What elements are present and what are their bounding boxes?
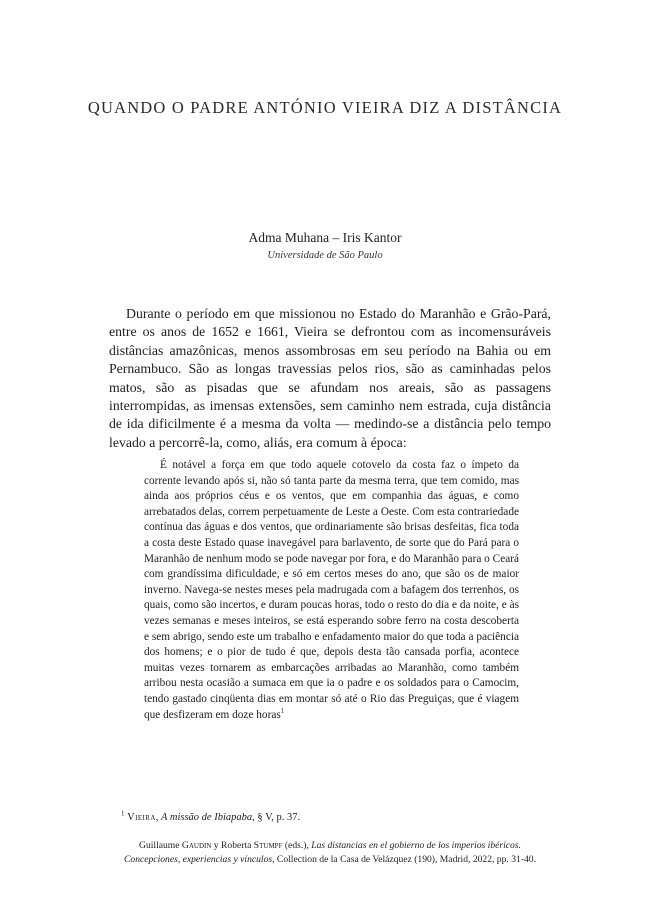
footnote-separator: ,	[155, 812, 162, 823]
footnote-work-title: A missão de Ibiapaba	[161, 812, 253, 823]
editor2-last-name: Stumpf	[253, 840, 283, 851]
body-paragraph: Durante o período em que missionou no Estado do Maranhão e Grão-Pará, entre os anos de 1652 e 1661, Vieira se defrontou com as incomensuráveis distâncias amazônicas, menos assombrosas em seu período na Bahia ou em Pernambuco. São as longas travessias pelos rios, são as caminhadas pelos matos, são as pisadas que se afundam nos areais, são as passagens interrompidas, as imensas extensões, sem caminho nem estrada, cuja distância de ida dificilmente é a mesma da volta — medindo-se a distância pelo tempo levado a percorrê-la, como, aliás, era comum à época:	[109, 306, 551, 450]
editor1-first-name: Guillaume	[139, 840, 180, 851]
publication-details: , Collection de la Casa de Velázquez (190), Madrid, 2022, pp. 31-40.	[272, 854, 536, 865]
footnote-author: Vieira	[127, 812, 156, 823]
footnote-location: , § V, p. 37.	[252, 812, 301, 823]
block-quotation	[144, 458, 519, 723]
author-affiliation: Universidade de São Paulo	[267, 250, 383, 261]
book-citation	[110, 839, 550, 867]
chapter-authors: Adma Muhana – Iris Kantor	[248, 230, 402, 245]
editor1-last-name: Gaudin	[181, 840, 212, 851]
chapter-title: QUANDO O PADRE ANTÓNIO VIEIRA DIZ A DISTÂNCIA	[87, 98, 563, 117]
footnote-reference[interactable]: 1	[280, 706, 285, 715]
quotation-text: É notável a força em que todo aquele cotovelo da costa faz o ímpeto da corrente levando após si, não só tanta parte da mesma terra, que tem comido, mas ainda aos próprios céus e os ventos, que em companhia das águas, e como arrebatados delas, correm perpetuamente de Leste a Oeste. Com esta contrariedade contínua das águas e dos ventos, que ordinariamente são brisas desfeitas, fica toda a costa deste Estado quase inavegável para barlavento, de sorte que do Pará para o Maranhão de nenhum modo se pode navegar por fora, e do Maranhão para o Ceará com grandíssima dificuldade, e só em certos meses do ano, que são os de maior inverno. Navega-se nestes meses pela madrugada com a bafagem dos terrenhos, os quais, como são incertos, e duram poucas horas, todo o resto do dia e da noite, e às vezes semanas e meses inteiros, se está esperando sobre ferro na costa descoberta e sem abrigo, sendo este um trabalho e enfadamento maior do que toda a paciência dos homens; e o pior de tudo é que, depois desta tão cansada porfia, acontece muitas vezes tornarem as embarcações arribadas ao Maranhão, como também arribou nesta ocasião a sumaca em que ia o padre e os soldados para o Camocim, tendo gastado cinqüenta dias em montar só até o Rio das Preguiças, que é viagem que desfizeram em doze horas	[144, 459, 519, 721]
footnote-number: 1	[121, 809, 125, 818]
footnote	[121, 809, 301, 823]
eds-label: (eds.),	[282, 840, 312, 851]
editor-joiner: y Roberta	[211, 840, 254, 851]
book-title: Las distancias en el gobierno de los imperios ibéricos. Concepciones, experiencias y vínculos	[124, 840, 521, 865]
